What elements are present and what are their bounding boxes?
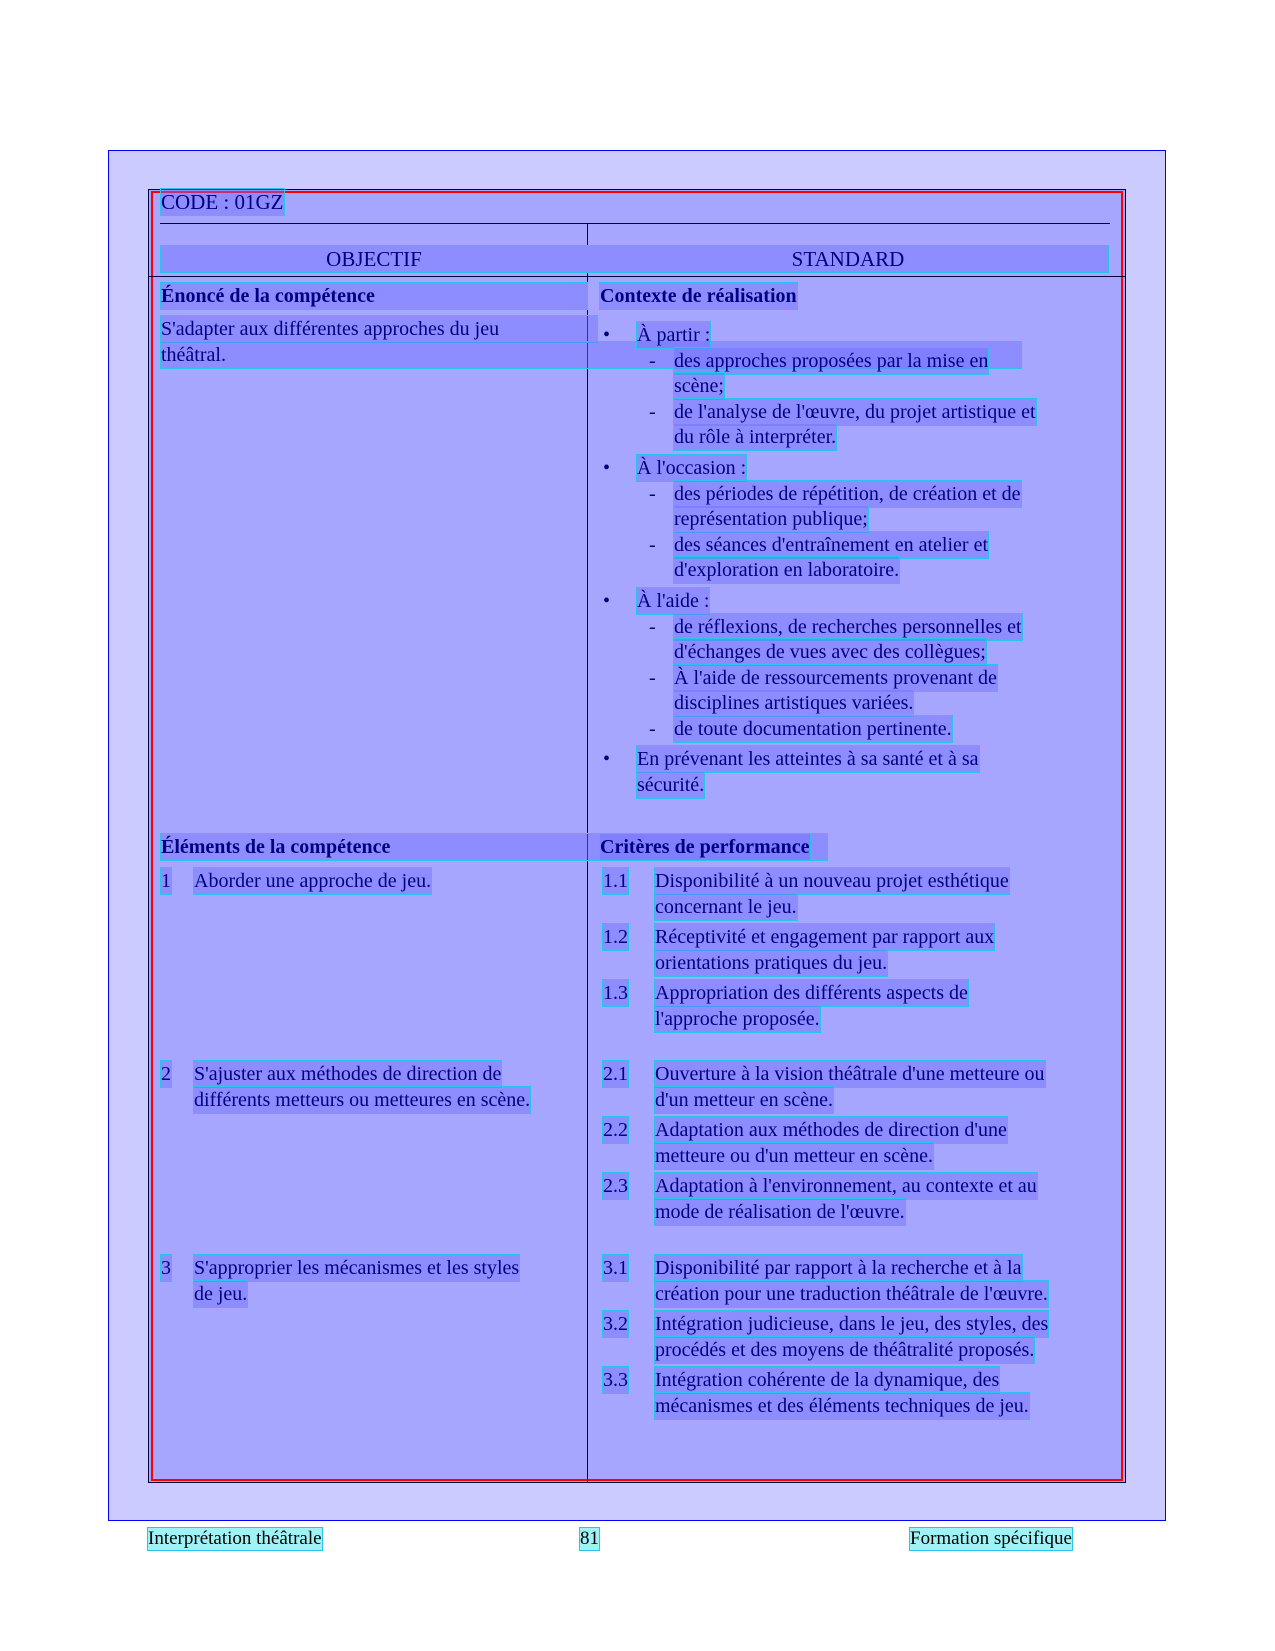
enonce-text-line2: théâtral. xyxy=(161,342,1021,368)
element-number: 3 xyxy=(161,1257,171,1279)
footer-page-number: 81 xyxy=(580,1528,599,1549)
objectif-header: OBJECTIF xyxy=(161,246,587,272)
critere-number: 2.2 xyxy=(603,1119,628,1141)
critere-text: procédés et des moyens de théâtralité proposés. xyxy=(655,1339,1035,1361)
standard-header: STANDARD xyxy=(588,246,1108,272)
critere-text: mécanismes et des éléments techniques de jeu. xyxy=(655,1395,1029,1417)
column-header-divider xyxy=(148,276,1126,277)
dash-icon: - xyxy=(649,616,656,638)
footer-left: Interprétation théâtrale xyxy=(148,1528,322,1549)
critere-text: Réceptivité et engagement par rapport aux xyxy=(655,926,995,948)
critere-text: Disponibilité à un nouveau projet esthétique xyxy=(655,870,1009,892)
critere-number: 3.1 xyxy=(603,1257,628,1279)
elements-title: Éléments de la compétence xyxy=(161,834,827,860)
critere-text: Ouverture à la vision théâtrale d'une metteure ou xyxy=(655,1063,1045,1085)
element-text: S'approprier les mécanismes et les styles xyxy=(194,1257,520,1279)
critere-number: 1.3 xyxy=(603,982,628,1004)
bullet-icon: • xyxy=(603,457,611,479)
critere-number: 1.1 xyxy=(603,870,628,892)
critere-text: Intégration cohérente de la dynamique, des xyxy=(655,1369,1000,1391)
dash-icon: - xyxy=(649,350,656,372)
contexte-item: d'exploration en laboratoire. xyxy=(674,559,900,581)
contexte-item: scène; xyxy=(674,375,724,397)
enonce-text-line1: S'adapter aux différentes approches du jeu xyxy=(161,316,597,342)
contexte-group-label: sécurité. xyxy=(637,774,705,796)
critere-text: concernant le jeu. xyxy=(655,896,797,918)
contexte-group-label: À l'aide : xyxy=(637,590,710,612)
dash-icon: - xyxy=(649,718,656,740)
element-number: 2 xyxy=(161,1063,171,1085)
enonce-title: Énoncé de la compétence xyxy=(161,283,587,309)
element-number: 1 xyxy=(161,870,171,892)
bullet-icon: • xyxy=(603,324,611,346)
critere-text: Appropriation des différents aspects de xyxy=(655,982,968,1004)
header-divider xyxy=(160,223,1110,224)
contexte-group-label: En prévenant les atteintes à sa santé et à sa xyxy=(637,748,979,770)
critere-text: orientations pratiques du jeu. xyxy=(655,952,888,974)
competence-code: CODE : 01GZ xyxy=(161,190,284,214)
critere-text: Disponibilité par rapport à la recherche et à la xyxy=(655,1257,1022,1279)
contexte-item: des séances d'entraînement en atelier et xyxy=(674,534,989,556)
contexte-item: des approches proposées par la mise en xyxy=(674,350,989,372)
contexte-item: représentation publique; xyxy=(674,508,868,530)
contexte-group-label: À partir : xyxy=(637,324,711,346)
dash-icon: - xyxy=(649,667,656,689)
contexte-item: de toute documentation pertinente. xyxy=(674,718,952,740)
contexte-item: d'échanges de vues avec des collègues; xyxy=(674,641,986,663)
contexte-item: du rôle à interpréter. xyxy=(674,426,837,448)
critere-text: metteure ou d'un metteur en scène. xyxy=(655,1145,933,1167)
contexte-item: À l'aide de ressourcements provenant de xyxy=(674,667,997,689)
critere-text: création pour une traduction théâtrale de l'œuvre. xyxy=(655,1283,1048,1305)
dash-icon: - xyxy=(649,401,656,423)
contexte-item: de réflexions, de recherches personnelles et xyxy=(674,616,1022,638)
element-text: de jeu. xyxy=(194,1283,248,1305)
dash-icon: - xyxy=(649,483,656,505)
critere-number: 2.3 xyxy=(603,1175,628,1197)
contexte-title: Contexte de réalisation xyxy=(600,285,797,307)
critere-number: 3.3 xyxy=(603,1369,628,1391)
critere-text: mode de réalisation de l'œuvre. xyxy=(655,1201,905,1223)
contexte-item: de l'analyse de l'œuvre, du projet artistique et xyxy=(674,401,1036,423)
element-text: différents metteurs ou metteures en scène. xyxy=(194,1089,531,1111)
critere-number: 1.2 xyxy=(603,926,628,948)
critere-number: 3.2 xyxy=(603,1313,628,1335)
contexte-item: des périodes de répétition, de création et de xyxy=(674,483,1021,505)
dash-icon: - xyxy=(649,534,656,556)
critere-text: Adaptation aux méthodes de direction d'une xyxy=(655,1119,1007,1141)
criteres-title: Critères de performance xyxy=(600,836,810,858)
contexte-group-label: À l'occasion : xyxy=(637,457,747,479)
contexte-item: disciplines artistiques variées. xyxy=(674,692,914,714)
critere-text: l'approche proposée. xyxy=(655,1008,820,1030)
critere-text: Intégration judicieuse, dans le jeu, des styles, des xyxy=(655,1313,1049,1335)
critere-text: Adaptation à l'environnement, au contexte et au xyxy=(655,1175,1037,1197)
element-text: Aborder une approche de jeu. xyxy=(194,870,432,892)
bullet-icon: • xyxy=(603,590,611,612)
element-text: S'ajuster aux méthodes de direction de xyxy=(194,1063,502,1085)
critere-number: 2.1 xyxy=(603,1063,628,1085)
critere-text: d'un metteur en scène. xyxy=(655,1089,833,1111)
footer-right: Formation spécifique xyxy=(910,1528,1072,1549)
bullet-icon: • xyxy=(603,748,611,770)
